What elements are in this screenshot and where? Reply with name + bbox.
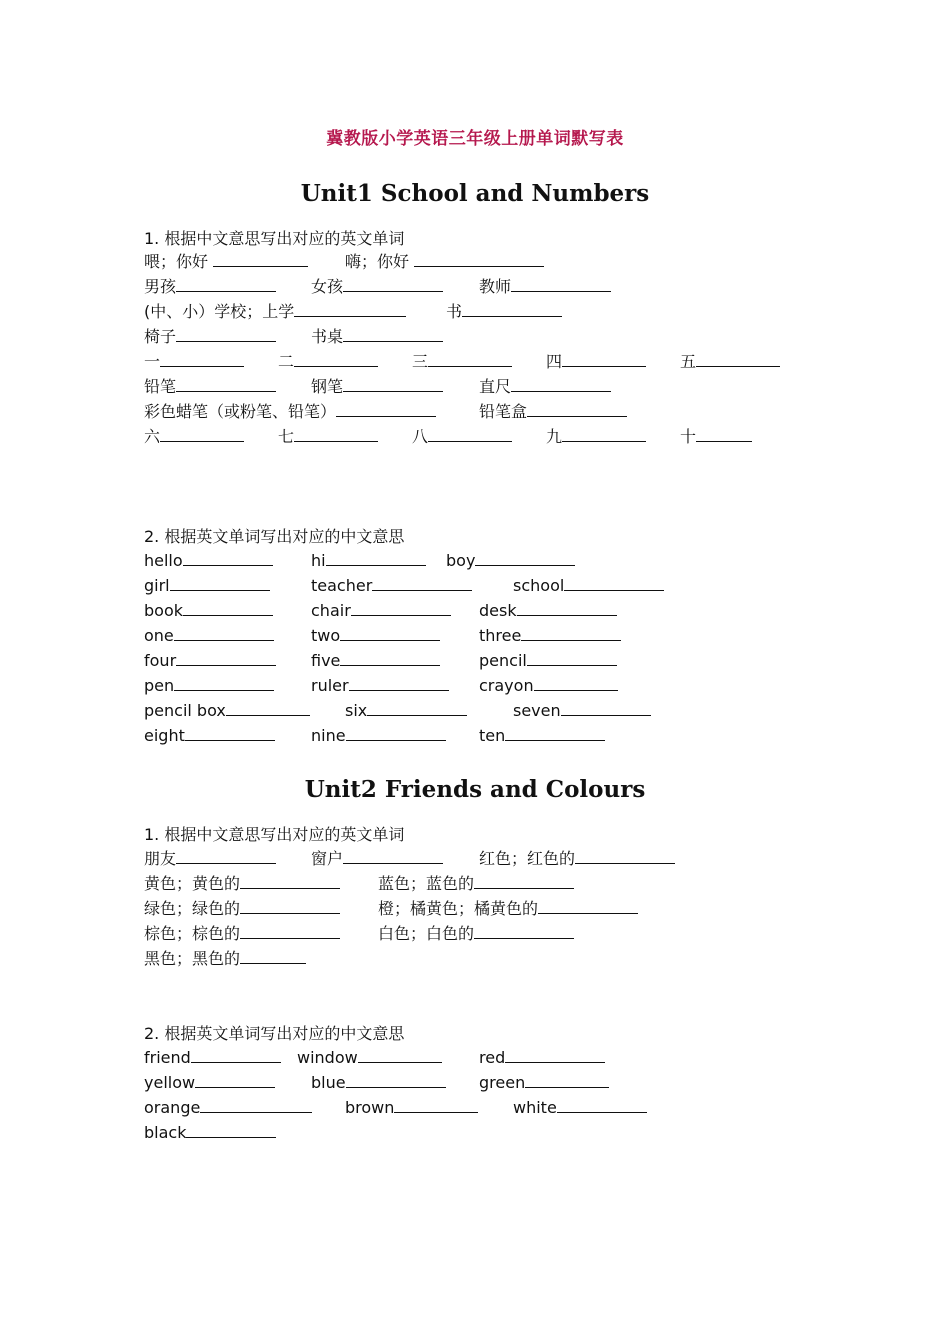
worksheet-row (0, 724, 950, 748)
vocab-item (513, 1096, 647, 1119)
answer-blank[interactable] (428, 425, 512, 442)
answer-blank[interactable] (346, 1071, 446, 1088)
unit-heading: Unit1 School and Numbers (300, 180, 650, 207)
vocab-item (144, 897, 340, 920)
vocab-prompt: pencil box (144, 701, 226, 720)
vocab-prompt: seven (513, 701, 561, 720)
answer-blank[interactable] (340, 649, 440, 666)
answer-blank[interactable] (294, 425, 378, 442)
worksheet-row (0, 922, 950, 946)
answer-blank[interactable] (428, 350, 512, 367)
answer-blank[interactable] (176, 649, 276, 666)
vocab-item (144, 325, 276, 348)
vocab-prompt: 白色；白色的 (378, 924, 475, 943)
vocab-prompt: 五 (680, 352, 697, 371)
vocab-item (378, 872, 574, 895)
worksheet-row (0, 847, 950, 871)
worksheet-row (0, 1096, 950, 1120)
vocab-prompt: 黄色；黄色的 (144, 874, 241, 893)
answer-blank[interactable] (340, 624, 440, 641)
vocab-prompt: 椅子 (144, 327, 177, 346)
answer-blank[interactable] (240, 947, 306, 964)
vocab-item (144, 1096, 312, 1119)
worksheet-row (0, 947, 950, 971)
vocab-prompt: 橙；橘黄色；橘黄色的 (378, 899, 539, 918)
worksheet-row (0, 400, 950, 424)
answer-blank[interactable] (462, 300, 562, 317)
answer-blank[interactable] (394, 1096, 478, 1113)
vocab-item (144, 425, 244, 448)
vocab-prompt: yellow (144, 1073, 196, 1092)
vocab-item (479, 400, 627, 423)
vocab-prompt: eight (144, 726, 185, 745)
answer-blank[interactable] (213, 250, 308, 267)
vocab-prompt: 二 (278, 352, 295, 371)
answer-blank[interactable] (240, 897, 340, 914)
vocab-item (144, 549, 273, 572)
vocab-prompt: 绿色；绿色的 (144, 899, 241, 918)
vocab-item (546, 350, 646, 373)
vocab-item (311, 649, 440, 672)
vocab-item (412, 350, 512, 373)
vocab-item (311, 325, 443, 348)
vocab-item (479, 599, 617, 622)
vocab-item (479, 275, 611, 298)
vocab-prompt: 直尺 (479, 377, 512, 396)
vocab-prompt: pencil (479, 651, 527, 670)
vocab-item (311, 1071, 446, 1094)
vocab-prompt: 红色；红色的 (479, 849, 576, 868)
vocab-item (144, 947, 306, 970)
vocab-item (144, 250, 308, 273)
vocab-prompt: hi (311, 551, 326, 570)
vocab-prompt: 九 (546, 427, 563, 446)
worksheet-row (0, 674, 950, 698)
vocab-item (144, 724, 275, 747)
answer-blank[interactable] (176, 275, 276, 292)
vocab-item (144, 599, 273, 622)
answer-blank[interactable] (475, 549, 575, 566)
worksheet-row (0, 1046, 950, 1070)
vocab-item (345, 250, 544, 273)
worksheet-row (0, 872, 950, 896)
answer-blank[interactable] (200, 1096, 312, 1113)
vocab-prompt: five (311, 651, 341, 670)
vocab-item (680, 350, 780, 373)
vocab-prompt: blue (311, 1073, 346, 1092)
vocab-prompt: six (345, 701, 368, 720)
vocab-item (479, 1046, 605, 1069)
vocab-item (144, 275, 276, 298)
vocab-prompt: 嗨；你好 (345, 252, 415, 271)
worksheet-row (0, 574, 950, 598)
vocab-item (446, 549, 575, 572)
answer-blank[interactable] (557, 1096, 647, 1113)
answer-blank[interactable] (511, 375, 611, 392)
worksheet-row (0, 649, 950, 673)
answer-blank[interactable] (505, 724, 605, 741)
vocab-prompt: nine (311, 726, 346, 745)
worksheet-row (0, 250, 950, 274)
answer-blank[interactable] (176, 375, 276, 392)
worksheet-row (0, 897, 950, 921)
answer-blank[interactable] (527, 649, 617, 666)
answer-blank[interactable] (525, 1071, 609, 1088)
vocab-item (513, 574, 664, 597)
vocab-prompt: (中、小）学校；上学 (144, 302, 295, 321)
answer-blank[interactable] (174, 674, 274, 691)
worksheet-row (0, 599, 950, 623)
vocab-prompt: 女孩 (311, 277, 344, 296)
vocab-item (378, 922, 574, 945)
vocab-item (144, 1121, 276, 1144)
vocab-prompt: 七 (278, 427, 295, 446)
vocab-item (311, 574, 472, 597)
answer-blank[interactable] (527, 400, 627, 417)
answer-blank[interactable] (372, 574, 472, 591)
answer-blank[interactable] (696, 350, 780, 367)
vocab-prompt: 书桌 (311, 327, 344, 346)
vocab-item (144, 1071, 275, 1094)
worksheet-row (0, 375, 950, 399)
vocab-item (144, 350, 244, 373)
answer-blank[interactable] (534, 674, 618, 691)
vocab-prompt: 一 (144, 352, 161, 371)
vocab-item (144, 624, 274, 647)
document-title: 冀教版小学英语三年级上册单词默写表 (326, 129, 624, 149)
vocab-prompt: girl (144, 576, 170, 595)
vocab-prompt: 棕色；棕色的 (144, 924, 241, 943)
vocab-prompt: ruler (311, 676, 349, 695)
vocab-prompt: ten (479, 726, 506, 745)
vocab-prompt: 喂；你好 (144, 252, 214, 271)
vocab-prompt: 黑色；黑色的 (144, 949, 241, 968)
answer-blank[interactable] (517, 599, 617, 616)
worksheet-row (0, 1121, 950, 1145)
vocab-prompt: 六 (144, 427, 161, 446)
answer-blank[interactable] (521, 624, 621, 641)
vocab-prompt: teacher (311, 576, 373, 595)
answer-blank[interactable] (367, 699, 467, 716)
vocab-prompt: 八 (412, 427, 429, 446)
vocab-item (546, 425, 646, 448)
answer-blank[interactable] (191, 1046, 281, 1063)
answer-blank[interactable] (343, 325, 443, 342)
vocab-prompt: 窗户 (311, 849, 344, 868)
answer-blank[interactable] (474, 872, 574, 889)
vocab-prompt: crayon (479, 676, 534, 695)
answer-blank[interactable] (561, 699, 651, 716)
vocab-item (311, 599, 451, 622)
vocab-item (311, 275, 443, 298)
answer-blank[interactable] (343, 375, 443, 392)
vocab-item (144, 400, 436, 423)
vocab-prompt: black (144, 1123, 187, 1142)
vocab-item (278, 425, 378, 448)
worksheet-row (0, 425, 950, 449)
worksheet-row (0, 325, 950, 349)
vocab-prompt: white (513, 1098, 557, 1117)
vocab-prompt: one (144, 626, 174, 645)
answer-blank[interactable] (240, 872, 340, 889)
vocab-item (479, 847, 675, 870)
answer-blank[interactable] (358, 1046, 442, 1063)
vocab-prompt: 铅笔盒 (479, 402, 528, 421)
answer-blank[interactable] (696, 425, 752, 442)
vocab-item (144, 674, 274, 697)
section-instruction: 1. 根据中文意思写出对应的英文单词 (144, 229, 405, 248)
vocab-prompt: 四 (546, 352, 563, 371)
worksheet-row (0, 549, 950, 573)
vocab-prompt: 十 (680, 427, 697, 446)
answer-blank[interactable] (160, 425, 244, 442)
answer-blank[interactable] (336, 400, 436, 417)
answer-blank[interactable] (351, 599, 451, 616)
answer-blank[interactable] (176, 847, 276, 864)
worksheet-row (0, 275, 950, 299)
vocab-item (144, 574, 270, 597)
vocab-prompt: school (513, 576, 565, 595)
answer-blank[interactable] (170, 574, 270, 591)
answer-blank[interactable] (176, 325, 276, 342)
answer-blank[interactable] (226, 699, 310, 716)
vocab-item (311, 549, 426, 572)
section-instruction: 2. 根据英文单词写出对应的中文意思 (144, 1024, 405, 1043)
vocab-item (297, 1046, 442, 1069)
answer-blank[interactable] (564, 574, 664, 591)
vocab-item (345, 699, 467, 722)
answer-blank[interactable] (414, 250, 544, 267)
answer-blank[interactable] (185, 724, 275, 741)
vocab-prompt: orange (144, 1098, 201, 1117)
answer-blank[interactable] (538, 897, 638, 914)
vocab-item (680, 425, 752, 448)
vocab-prompt: four (144, 651, 177, 670)
vocab-prompt: three (479, 626, 522, 645)
answer-blank[interactable] (511, 275, 611, 292)
vocab-item (479, 674, 618, 697)
section-instruction: 1. 根据中文意思写出对应的英文单词 (144, 825, 405, 844)
vocab-prompt: hello (144, 551, 183, 570)
vocab-item (479, 649, 617, 672)
vocab-prompt: 铅笔 (144, 377, 177, 396)
vocab-item (345, 1096, 478, 1119)
vocab-prompt: brown (345, 1098, 395, 1117)
vocab-item (311, 724, 446, 747)
worksheet-row (0, 624, 950, 648)
vocab-item (311, 674, 449, 697)
worksheet-row (0, 699, 950, 723)
vocab-prompt: 教师 (479, 277, 512, 296)
vocab-prompt: window (297, 1048, 358, 1067)
vocab-prompt: red (479, 1048, 506, 1067)
answer-blank[interactable] (326, 549, 426, 566)
vocab-prompt: 男孩 (144, 277, 177, 296)
answer-blank[interactable] (183, 599, 273, 616)
answer-blank[interactable] (183, 549, 273, 566)
vocab-item (412, 425, 512, 448)
answer-blank[interactable] (505, 1046, 605, 1063)
vocab-item (144, 922, 340, 945)
vocab-item (144, 375, 276, 398)
worksheet-row (0, 350, 950, 374)
vocab-item (446, 300, 562, 323)
answer-blank[interactable] (349, 674, 449, 691)
vocab-prompt: 朋友 (144, 849, 177, 868)
vocab-prompt: pen (144, 676, 175, 695)
answer-blank[interactable] (343, 275, 443, 292)
worksheet-row (0, 300, 950, 324)
vocab-prompt: friend (144, 1048, 191, 1067)
vocab-item (479, 724, 605, 747)
vocab-item (479, 375, 611, 398)
answer-blank[interactable] (160, 350, 244, 367)
vocab-item (479, 1071, 609, 1094)
vocab-prompt: desk (479, 601, 517, 620)
answer-blank[interactable] (240, 922, 340, 939)
vocab-item (378, 897, 638, 920)
answer-blank[interactable] (562, 425, 646, 442)
worksheet-row (0, 1071, 950, 1095)
vocab-item (513, 699, 651, 722)
vocab-prompt: 书 (446, 302, 463, 321)
vocab-prompt: book (144, 601, 183, 620)
answer-blank[interactable] (174, 624, 274, 641)
vocab-item (311, 375, 443, 398)
answer-blank[interactable] (294, 300, 406, 317)
vocab-prompt: green (479, 1073, 526, 1092)
answer-blank[interactable] (562, 350, 646, 367)
vocab-prompt: chair (311, 601, 351, 620)
answer-blank[interactable] (575, 847, 675, 864)
answer-blank[interactable] (474, 922, 574, 939)
vocab-prompt: boy (446, 551, 476, 570)
vocab-prompt: 钢笔 (311, 377, 344, 396)
vocab-item (144, 699, 310, 722)
vocab-item (144, 847, 276, 870)
answer-blank[interactable] (195, 1071, 275, 1088)
answer-blank[interactable] (186, 1121, 276, 1138)
vocab-prompt: 蓝色；蓝色的 (378, 874, 475, 893)
vocab-item (144, 872, 340, 895)
answer-blank[interactable] (346, 724, 446, 741)
vocab-item (278, 350, 378, 373)
vocab-item (144, 300, 406, 323)
vocab-prompt: two (311, 626, 341, 645)
vocab-item (311, 624, 440, 647)
vocab-item (144, 649, 276, 672)
vocab-item (311, 847, 443, 870)
vocab-prompt: 三 (412, 352, 429, 371)
vocab-item (479, 624, 621, 647)
answer-blank[interactable] (343, 847, 443, 864)
answer-blank[interactable] (294, 350, 378, 367)
vocab-item (144, 1046, 281, 1069)
section-instruction: 2. 根据英文单词写出对应的中文意思 (144, 527, 405, 546)
vocab-prompt: 彩色蜡笔（或粉笔、铅笔） (144, 402, 337, 421)
unit-heading: Unit2 Friends and Colours (304, 776, 646, 803)
